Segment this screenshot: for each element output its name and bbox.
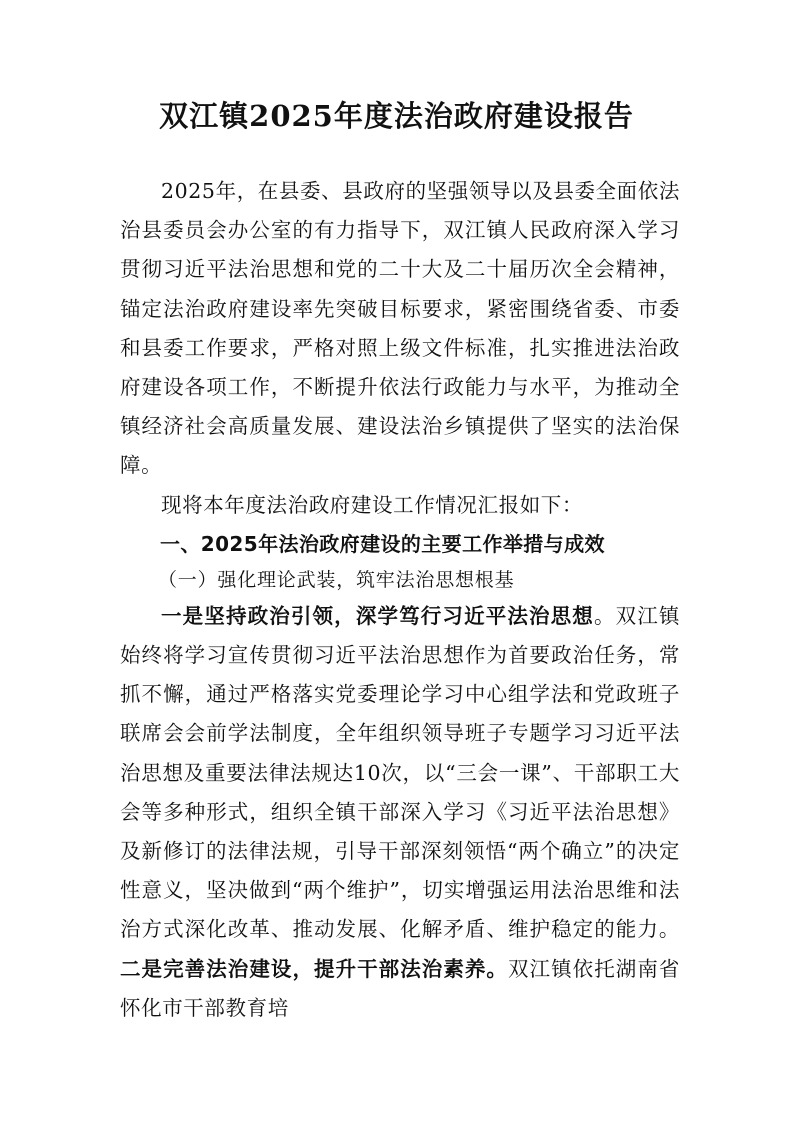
point-paragraph xyxy=(120,597,680,1028)
section-heading-1: 一、2025年法治政府建设的主要工作举措与成效 xyxy=(160,531,605,556)
point-1-text: 。双江镇始终将学习宣传贯彻习近平法治思想作为首要政治任务，常抓不懈，通过严格落实党委理论学习中心组学法和党政班子联席会会前学法制度，全年组织领导班子专题学习习近平法治思想及重要法律法规达10次，以“三会一课”、干部职工大会等多种形式，组织全镇干部深入学习《习近平法治思想》及新修订的法律法规，引导干部深刻领悟“两个确立”的决定性意义，坚决做到“两个维护”，切实增强运用法治思维和法治方式深化改革、推动发展、化解矛盾、维护稳定的能力。 xyxy=(120,603,680,942)
document-title: 双江镇2025年度法治政府建设报告 xyxy=(159,99,634,133)
point-2-text: 双江镇依托湖南省怀化市干部教育培 xyxy=(120,956,680,1020)
intro-paragraph: 2025年，在县委、县政府的坚强领导以及县委全面依法治县委员会办公室的有力指导下，双江镇人民政府深入学习贯彻习近平法治思想和党的二十大及二十届历次全会精神，锚定法治政府建设率先突破目标要求，紧密围绕省委、市委和县委工作要求，严格对照上级文件标准，扎实推进法治政府建设各项工作，不断提升依法行政能力与水平，为推动全镇经济社会高质量发展、建设法治乡镇提供了坚实的法治保障。 xyxy=(120,179,680,478)
report-intro-paragraph: 现将本年度法治政府建设工作情况汇报如下： xyxy=(161,492,583,517)
document-body xyxy=(120,172,680,1028)
point-2-lead: 二是完善法治建设，提升干部法治素养。 xyxy=(120,956,508,981)
subsection-heading-1-1: （一）强化理论武装，筑牢法治思想根基 xyxy=(158,568,515,591)
point-1-lead: 一是坚持政治引领，深学笃行习近平法治思想 xyxy=(161,603,594,628)
